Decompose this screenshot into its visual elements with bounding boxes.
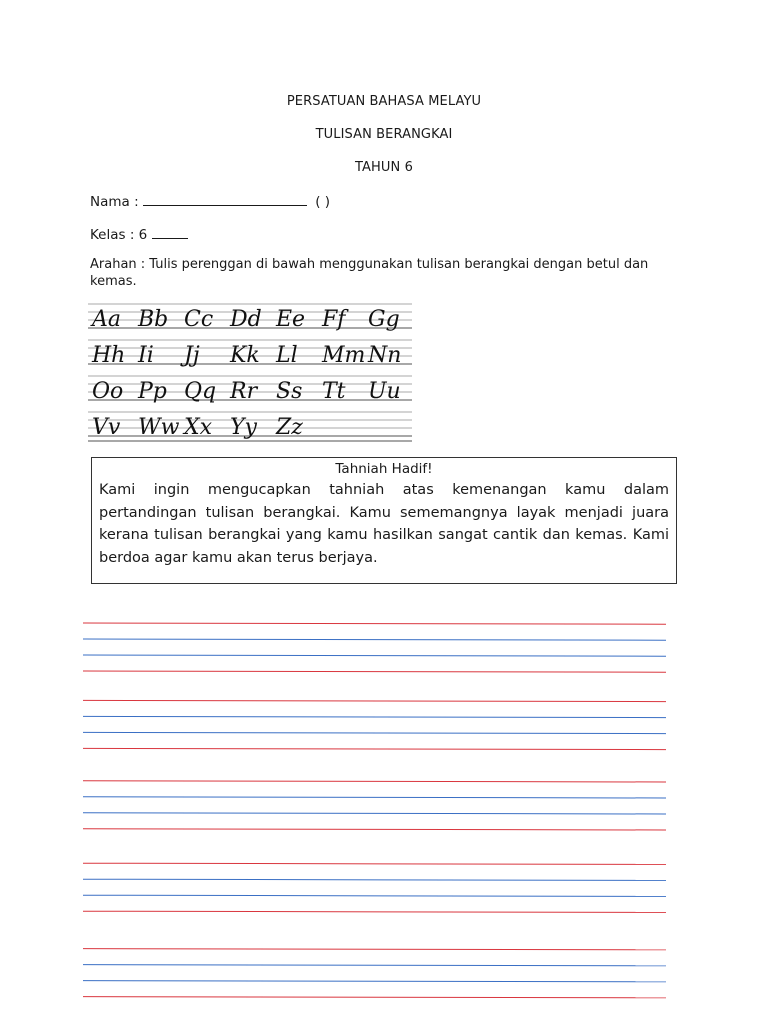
cursive-letter-pair: Mm — [322, 343, 366, 368]
practice-line-red — [83, 949, 666, 950]
practice-line-blue — [83, 981, 666, 982]
cursive-letter-pair: Ss — [276, 379, 303, 404]
practice-line-blue — [83, 797, 666, 798]
cursive-letter-pair: Yy — [230, 415, 257, 440]
cursive-letter-pair: Bb — [138, 307, 169, 332]
practice-line-blue — [83, 895, 666, 896]
cursive-letter-pair: Cc — [184, 307, 214, 332]
cursive-letter-pair: Dd — [230, 307, 262, 332]
practice-line-blue — [83, 716, 666, 717]
cursive-letter-pair: Ll — [276, 343, 298, 368]
practice-line-blue — [83, 813, 666, 814]
cursive-letter-pair: Ee — [276, 307, 306, 332]
cursive-letter-pair: Aa — [92, 307, 122, 332]
cursive-letter-pair: Ww — [138, 415, 180, 440]
practice-line-red — [83, 911, 666, 912]
practice-line-red — [83, 997, 666, 998]
cursive-letter-pair: Jj — [184, 343, 200, 368]
cursive-letter-pair: Xx — [184, 415, 213, 440]
cursive-letter-pair: Tt — [322, 379, 346, 404]
practice-line-red — [83, 829, 666, 830]
cursive-letter-pair: Ii — [138, 343, 154, 368]
cursive-letter-pair: Ff — [322, 307, 346, 332]
practice-line-red — [83, 623, 666, 624]
practice-line-red — [83, 700, 666, 701]
message-title: Tahniah Hadif! — [335, 461, 433, 477]
cursive-letter-pair: Qq — [184, 379, 217, 404]
practice-line-blue — [83, 732, 666, 733]
practice-line-blue — [83, 655, 666, 656]
instruction-text: Arahan : Tulis perenggan di bawah menggunakan tulisan berangkai dengan betul dan kemas. — [90, 257, 649, 289]
worksheet-year: TAHUN 6 — [355, 160, 413, 175]
cursive-letter-pair: Kk — [230, 343, 260, 368]
practice-line-red — [83, 863, 666, 864]
practice-line-blue — [83, 639, 666, 640]
cursive-letter-pair: Vv — [92, 415, 121, 440]
message-body: Kami ingin mengucapkan tahniah atas kemenangan kamu dalam pertandingan tulisan berangkai. Kamu sememangnya layak menjadi juara kerana tulisan berangkai yang kamu hasilkan sangat cantik dan kemas. Kami berdoa agar kamu akan terus berjaya. — [99, 482, 669, 566]
practice-line-red — [83, 781, 666, 782]
cursive-letter-pair: Oo — [92, 379, 124, 404]
practice-line-red — [83, 748, 666, 749]
cursive-letter-pair: Nn — [368, 343, 402, 368]
worksheet-organization: PERSATUAN BAHASA MELAYU — [286, 94, 482, 109]
cursive-letter-pair: Rr — [230, 379, 258, 404]
cursive-letter-pair: Gg — [368, 307, 400, 332]
name-label: Nama : — [90, 194, 139, 210]
class-label: Kelas : 6 — [90, 227, 148, 243]
practice-line-red — [83, 671, 666, 672]
cursive-letter-pair: Uu — [368, 379, 401, 404]
cursive-letter-pair: Hh — [92, 343, 126, 368]
cursive-letter-pair: Pp — [138, 379, 167, 404]
cursive-letter-pair: Zz — [276, 415, 303, 440]
practice-line-blue — [83, 879, 666, 880]
practice-line-blue — [83, 965, 666, 966]
worksheet-subject: TULISAN BERANGKAI — [315, 127, 453, 142]
index-number-bracket: ( ) — [315, 194, 331, 210]
